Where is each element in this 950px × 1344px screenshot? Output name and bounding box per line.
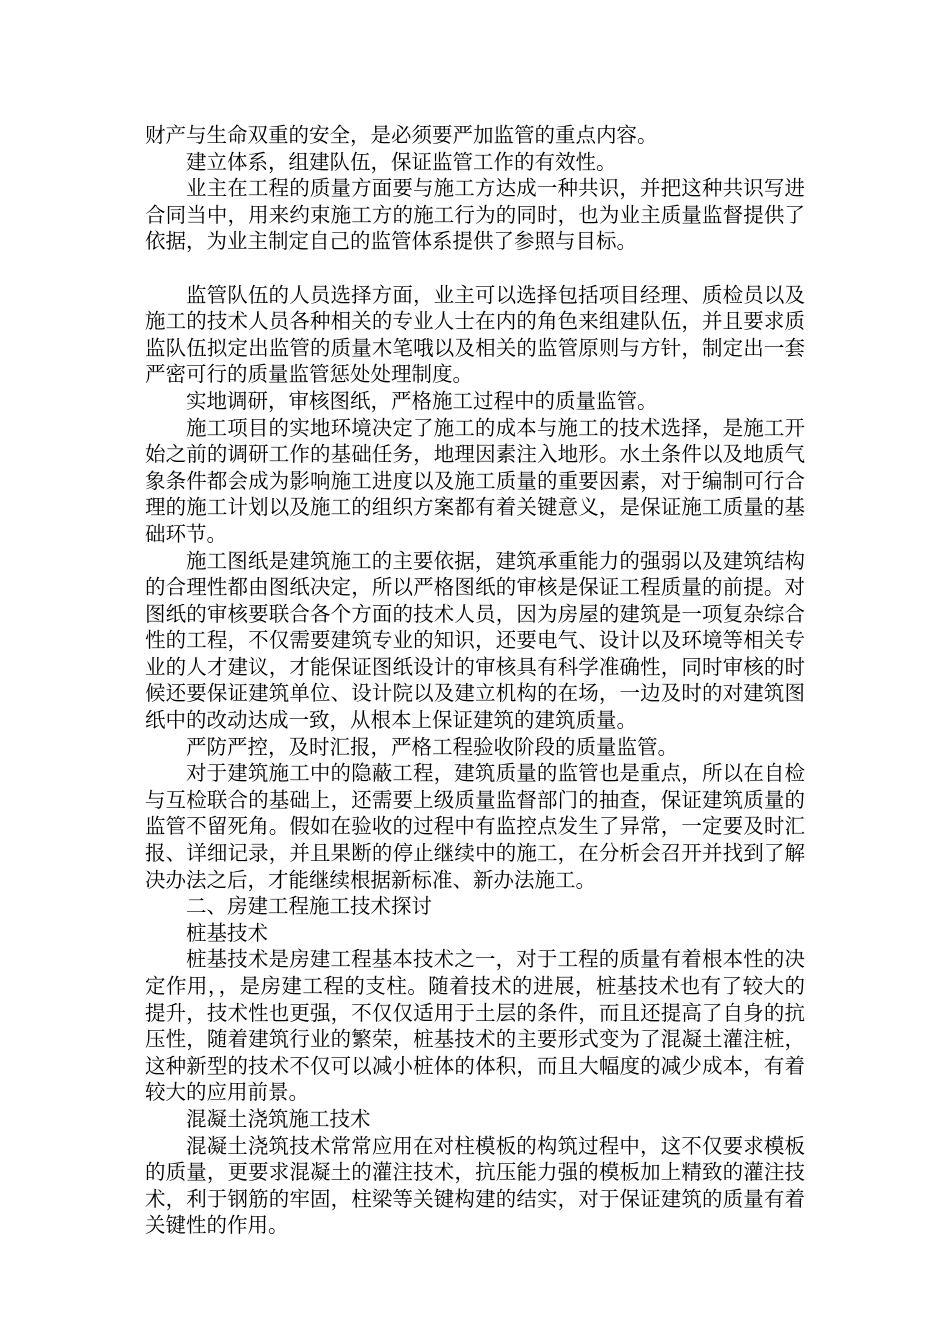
paragraph-continuation: 财产与生命双重的安全，是必须要严加监管的重点内容。: [145, 123, 658, 147]
paragraph-hidden-works: 对于建筑施工中的隐蔽工程，建筑质量的监管也是重点，所以在自检与互检联合的基础上，还需要上级质量监督部门的抽查，保证建筑质量的监管不留死角。假如在验收的过程中有监控点发生了异常，一定要及时汇报、详细记录，并且果断的停止继续中的施工，在分析会召开并找到了解决办法之后，才能继续根据新标准、新办法施工。: [145, 761, 805, 892]
paragraph-pile-foundation: 桩基技术是房建工程基本技术之一，对于工程的质量有着根本性的决定作用，，是房建工程的支柱。随着技术的进展，桩基技术也有了较大的提升，技术性也更强，不仅仅适用于土层的条件，而且还提高了自身的抗压性，随着建筑行业的繁荣，桩基技术的主要形式变为了混凝土灌注桩，这种新型的技术不仅可以减小桩体的体积，而且大幅度的减少成本，有着较大的应用前景。: [145, 947, 805, 1105]
subheading-pile-foundation: 桩基技术: [186, 920, 268, 945]
section-heading-survey: 实地调研，审核图纸，严格施工过程中的质量监管。: [186, 388, 658, 413]
paragraph-owner-consensus: 业主在工程的质量方面要与施工方达成一种共识，并把这种共识写进合同当中，用来约束施工方的施工行为的同时，也为业主质量监督提供了依据，为业主制定自己的监管体系提供了参照与目标。: [145, 176, 805, 254]
section-heading-techniques: 二、房建工程施工技术探讨: [186, 894, 432, 919]
section-heading-system: 建立体系，组建队伍，保证监管工作的有效性。: [186, 149, 617, 174]
paragraph-drawings: 施工图纸是建筑施工的主要依据，建筑承重能力的强弱以及建筑结构的合理性都由图纸决定，所以严格图纸的审核是保证工程质量的前提。对图纸的审核要联合各个方面的技术人员，因为房屋的建筑是一项复杂综合性的工程，不仅需要建筑专业的知识，还要电气、设计以及环境等相关专业的人才建议，才能保证图纸设计的审核具有科学准确性，同时审核的时候还要保证建筑单位、设计院以及建立机构的在场，一边及时的对建筑图纸中的改动达成一致，从根本上保证建筑的建筑质量。: [145, 548, 805, 733]
paragraph-team-selection: 监管队伍的人员选择方面，业主可以选择包括项目经理、质检员以及施工的技术人员各种相关的专业人士在内的角色来组建队伍，并且要求质监队伍拟定出监管的质量木笔哦以及相关的监管原则与方针，制定出一套严密可行的质量监管惩处处理制度。: [145, 282, 805, 387]
paragraph-concrete-pouring: 混凝土浇筑技术常常应用在对柱模板的构筑过程中，这不仅要求模板的质量，更要求混凝土的灌注技术，抗压能力强的模板加上精致的灌注技术，利于钢筋的牢固，柱梁等关键构建的结实，对于保证建筑的质量有着关键性的作用。: [145, 1133, 805, 1238]
document-body: [145, 122, 805, 1239]
section-heading-acceptance: 严防严控，及时汇报，严格工程验收阶段的质量监管。: [186, 734, 678, 759]
blank-line: [145, 255, 805, 282]
subheading-concrete-pouring: 混凝土浇筑施工技术: [186, 1106, 371, 1131]
paragraph-site-environment: 施工项目的实地环境决定了施工的成本与施工的技术选择，是施工开始之前的调研工作的基础任务，地理因素注入地形。水土条件以及地质气象条件都会成为影响施工进度以及施工质量的重要因素，对于编制可行合理的施工计划以及施工的组织方案都有着关键意义，是保证施工质量的基础环节。: [145, 415, 805, 546]
